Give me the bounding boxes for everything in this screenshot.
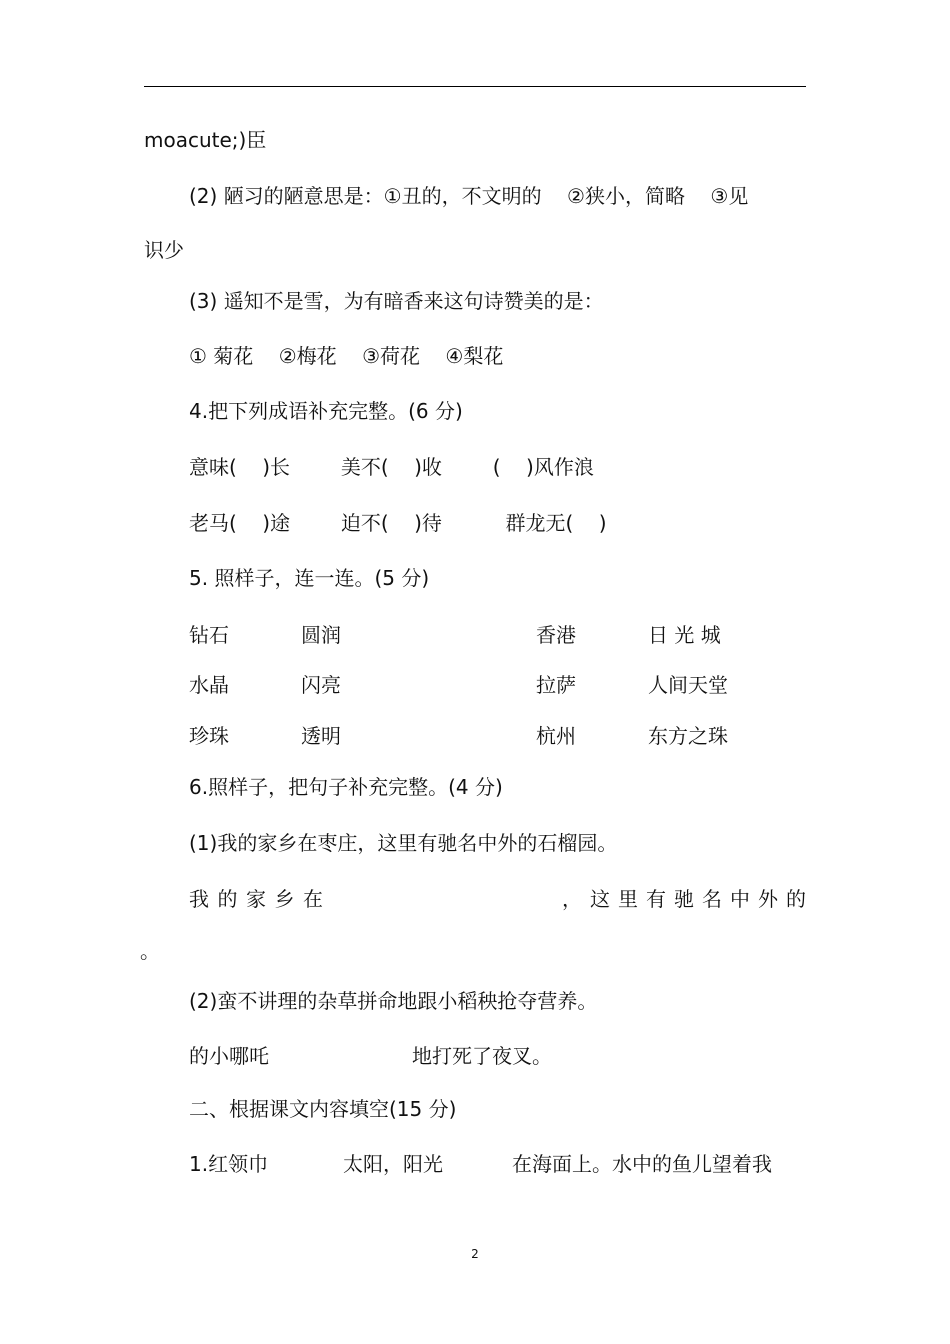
char: 里 xyxy=(618,887,638,911)
match-cell: 透明 xyxy=(301,724,341,748)
match-cell: 水晶 xyxy=(189,673,229,697)
text-line: 。 xyxy=(140,939,160,963)
match-cell: 闪亮 xyxy=(301,673,341,697)
char: 有 xyxy=(646,887,666,911)
text-line: 地打死了夜叉。 xyxy=(412,1044,552,1068)
match-cell: 日 光 城 xyxy=(648,623,721,647)
char: 的 xyxy=(786,887,806,911)
text-line: (3) 遥知不是雪，为有暗香来这句诗赞美的是： xyxy=(189,289,604,313)
header-rule xyxy=(144,86,806,87)
match-cell: 杭州 xyxy=(536,724,576,748)
idiom-row: 老马( )途 迫不( )待 群龙无( ) xyxy=(189,511,607,535)
text-line: 识少 xyxy=(144,238,184,262)
match-cell: 钻石 xyxy=(189,623,229,647)
text-line: (1)我的家乡在枣庄，这里有驰名中外的石榴园。 xyxy=(189,831,618,855)
text-line: ① 菊花 ②梅花 ③荷花 ④梨花 xyxy=(189,344,504,368)
page-number: 2 xyxy=(471,1247,479,1261)
char: ， xyxy=(562,887,582,911)
text-line: 太阳，阳光 xyxy=(343,1152,443,1176)
spread-text-left xyxy=(189,886,323,912)
text-line: (2)蛮不讲理的杂草拼命地跟小稻秧抢夺营养。 xyxy=(189,989,598,1013)
char: 我 xyxy=(189,887,209,911)
spread-text-right xyxy=(562,886,806,912)
text-line: moacute;)臣 xyxy=(144,128,267,152)
idiom-row: 意味( )长 美不( )收 ( )风作浪 xyxy=(189,455,594,479)
match-cell: 拉萨 xyxy=(536,673,576,697)
char: 家 xyxy=(246,887,266,911)
char: 名 xyxy=(702,887,722,911)
match-cell: 人间天堂 xyxy=(648,673,728,697)
match-cell: 香港 xyxy=(536,623,576,647)
match-cell: 东方之珠 xyxy=(648,724,728,748)
section-heading: 5. 照样子，连一连。(5 分) xyxy=(189,566,430,590)
section-heading: 4.把下列成语补充完整。(6 分) xyxy=(189,399,463,423)
char: 中 xyxy=(730,887,750,911)
char: 的 xyxy=(217,887,238,911)
char: 乡 xyxy=(274,887,295,911)
section-heading: 6.照样子，把句子补充完整。(4 分) xyxy=(189,775,503,799)
char: 外 xyxy=(758,887,778,911)
section-heading: 二、根据课文内容填空(15 分) xyxy=(189,1097,457,1121)
match-cell: 珍珠 xyxy=(189,724,229,748)
match-cell: 圆润 xyxy=(301,623,341,647)
text-line: 1.红领巾 xyxy=(189,1152,269,1176)
text-line: (2) 陋习的陋意思是：①丑的，不文明的 ②狭小，简略 ③见 xyxy=(189,184,749,208)
char: 驰 xyxy=(674,887,694,911)
text-line: 在海面上。水中的鱼儿望着我 xyxy=(512,1152,772,1176)
char: 这 xyxy=(590,887,610,911)
text-line: 的小哪吒 xyxy=(189,1044,269,1068)
char: 在 xyxy=(303,887,323,911)
